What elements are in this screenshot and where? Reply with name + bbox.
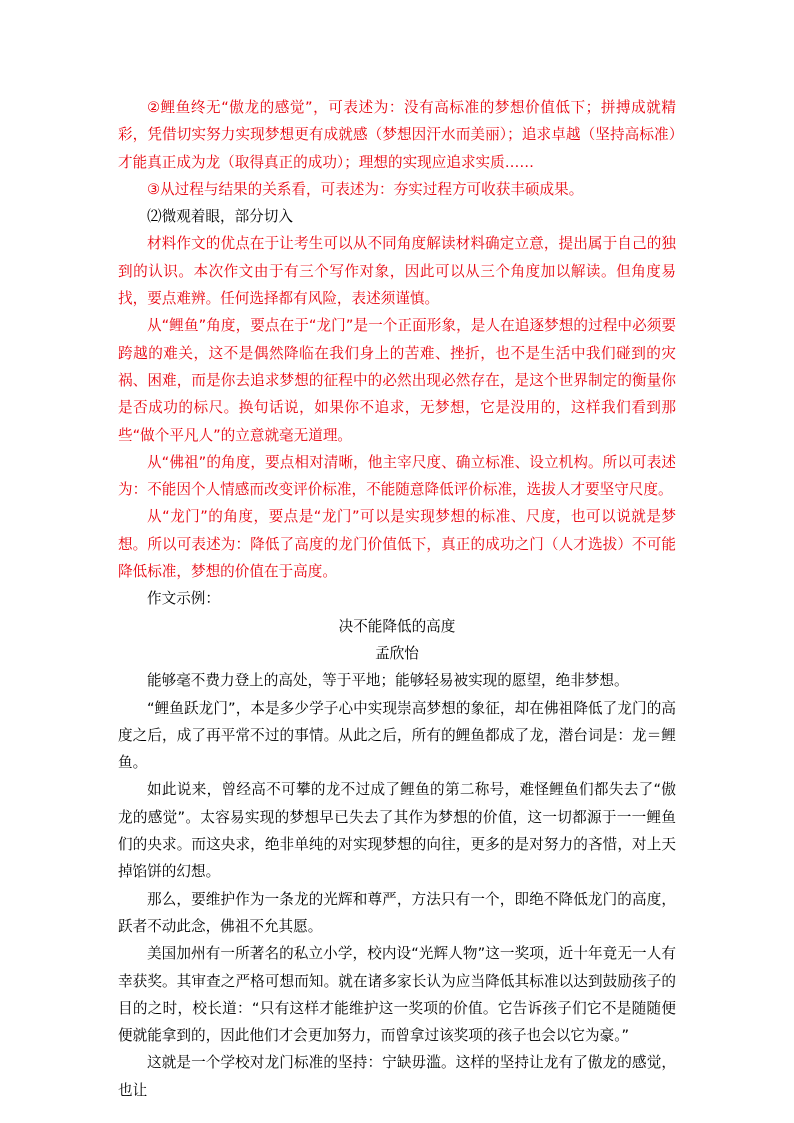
essay-paragraph: 美国加州有一所著名的私立小学，校内设“光辉人物”这一奖项，近十年竟无一人有幸获奖。其审查之严格可想而知。就在诸多家长认为应当降低其标准以达到鼓励孩子的目的之时，校长道：“只有这样才能维护这一奖项的价值。它告诉孩子们它不是随随便便就能拿到的，因此他们才会更加努力，而曾拿过该奖项的孩子也会以它为豪。” — [118, 945, 676, 1045]
analysis-paragraph-carp-angle: 从“鲤鱼”角度，要点在于“龙门”是一个正面形象，是人在追逐梦想的过程中必须要跨越的难关，这不是偶然降临在我们身上的苦难、挫折，也不是生活中我们碰到的灾祸、困难，而是你去追求梦想的征程中的必然出现必然存在，是这个世界制定的衡量你是否成功的标尺。换句话说，如果你不追求，无梦想，它是没用的，这样我们看到那些“做个平凡人”的立意就毫无道理。 — [118, 317, 676, 444]
analysis-paragraph-process-result: ③从过程与结果的关系看，可表述为：夯实过程方可收获丰硕成果。 — [147, 180, 584, 198]
essay-paragraph: 这就是一个学校对龙门标准的坚持：宁缺毋滥。这样的坚持让龙有了傲龙的感觉，也让 — [118, 1054, 676, 1099]
essay-paragraph: “鲤鱼跃龙门”，本是多少学子心中实现崇高梦想的象征，却在佛祖降低了龙门的高度之后，成了再平常不过的事情。从此之后，所有的鲤鱼都成了龙，潜台词是：龙＝鲤鱼。 — [118, 699, 676, 772]
analysis-paragraph-material-essay: 材料作文的优点在于让考生可以从不同角度解读材料确定立意，提出属于自己的独到的认识。本次作文由于有三个写作对象，因此可以从三个角度加以解读。但角度易找，要点难辨。任何选择都有风险，表述须谨慎。 — [118, 235, 676, 308]
essay-author: 孟欣怡 — [375, 644, 419, 662]
essay-title: 决不能降低的高度 — [338, 617, 456, 635]
essay-paragraph: 能够毫不费力登上的高处，等于平地；能够轻易被实现的愿望，绝非梦想。 — [147, 672, 629, 690]
section-heading-micro-view: ⑵微观着眼，部分切入 — [147, 208, 293, 226]
essay-paragraph: 那么，要维护作为一条龙的光辉和尊严，方法只有一个，即绝不降低龙门的高度，跃者不动此念，佛祖不允其愿。 — [118, 890, 676, 935]
sample-essay-label: 作文示例： — [147, 590, 220, 608]
analysis-paragraph-dragon-gate-angle: 从“龙门”的角度，要点是“龙门”可以是实现梦想的标准、尺度，也可以说就是梦想。所以可表述为：降低了高度的龙门价值低下，真正的成功之门（人才选拔）不可能降低标准，梦想的价值在于高度。 — [118, 508, 676, 581]
analysis-paragraph-buddha-angle: 从“佛祖”的角度，要点相对清晰，他主宰尺度、确立标准、设立机构。所以可表述为：不能因个人情感而改变评价标准，不能随意降低评价标准，选拔人才要坚守尺度。 — [118, 453, 676, 499]
essay-paragraph: 如此说来，曾经高不可攀的龙不过成了鲤鱼的第二称号，难怪鲤鱼们都失去了“傲龙的感觉”。太容易实现的梦想早已失去了其作为梦想的价值，这一切都源于一一鲤鱼们的央求。而这央求，绝非单纯的对实现梦想的向往，更多的是对努力的吝惜，对上天掉馅饼的幻想。 — [118, 781, 676, 881]
document-body — [118, 94, 676, 1104]
analysis-paragraph-carp-pride: ②鲤鱼终无“傲龙的感觉”，可表述为：没有高标准的梦想价值低下；拼搏成就精彩，凭借切实努力实现梦想更有成就感（梦想因汗水而美丽）；追求卓越（坚持高标准）才能真正成为龙（取得真正的成功）；理想的实现应追求实质…… — [118, 99, 676, 171]
